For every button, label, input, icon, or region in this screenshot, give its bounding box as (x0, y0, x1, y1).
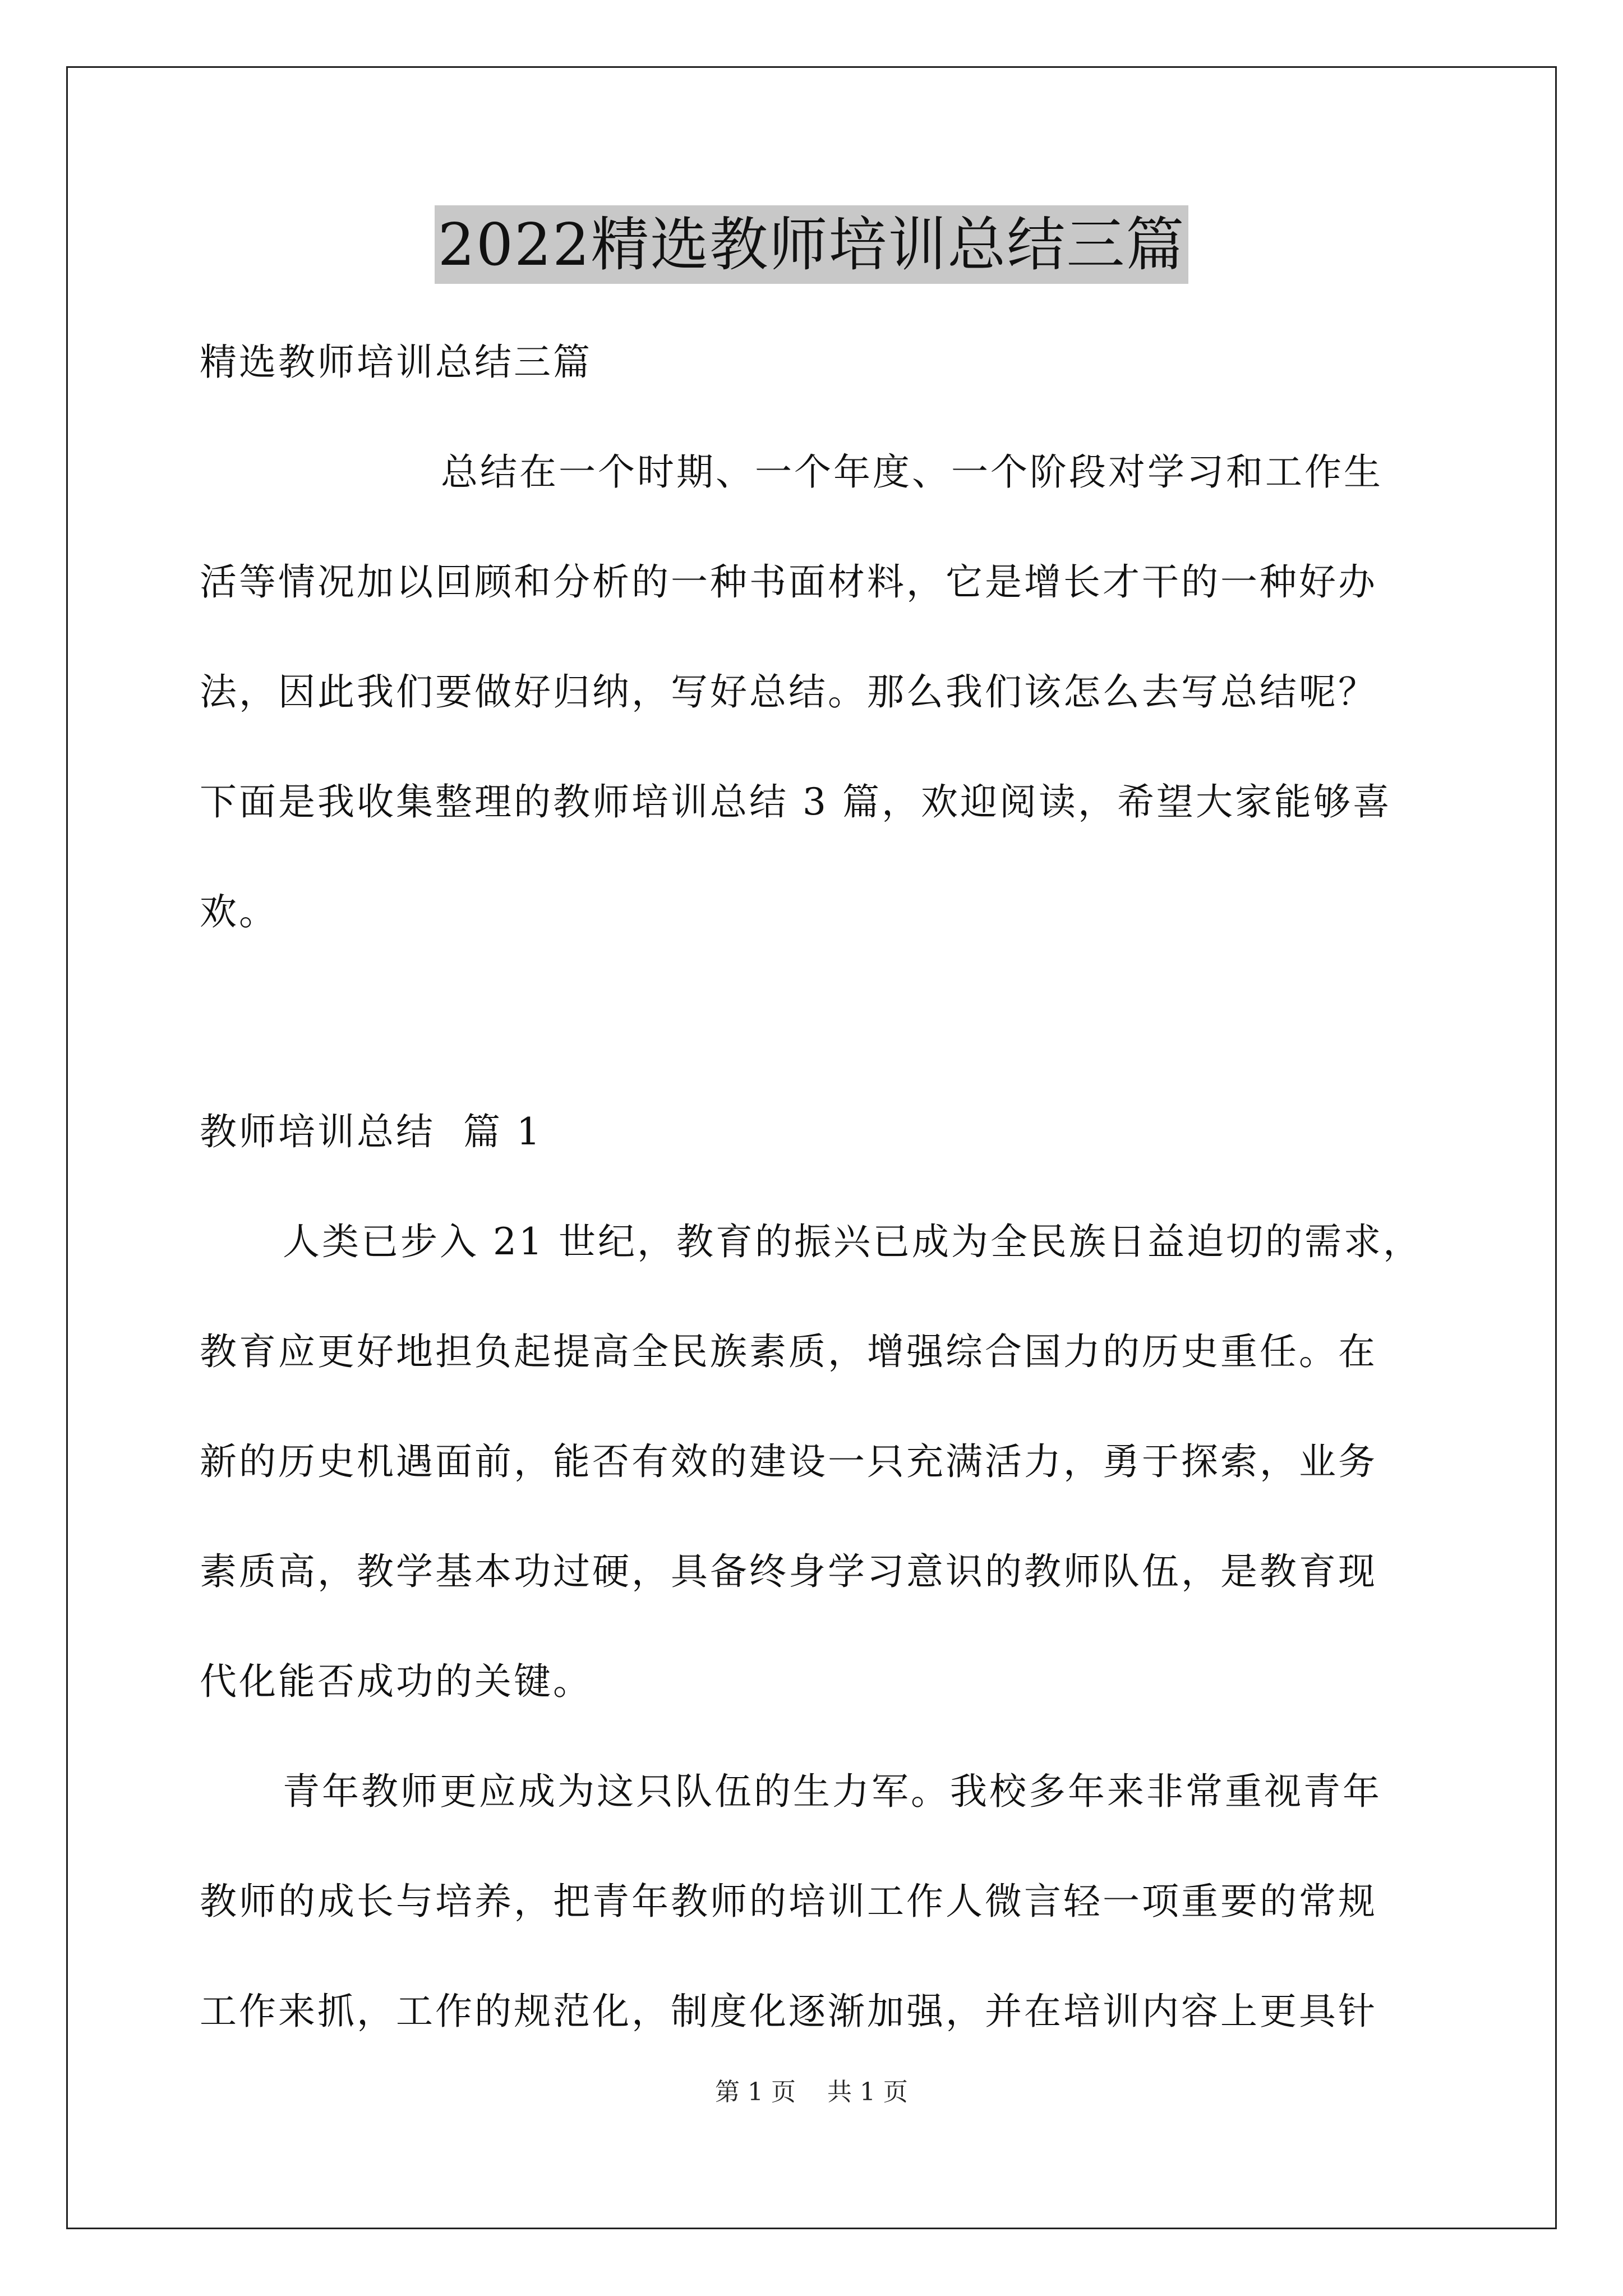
paragraph-line: 教育应更好地担负起提高全民族素质，增强综合国力的历史重任。在 (200, 1330, 1377, 1373)
paragraph-line: 青年教师更应成为这只队伍的生力军。我校多年来非常重视青年 (283, 1770, 1382, 1813)
intro-line: 下面是我收集整理的教师培训总结 3 篇，欢迎阅读，希望大家能够喜 (200, 780, 1392, 823)
paragraph-line: 代化能否成功的关键。 (200, 1660, 592, 1703)
page-footer: 第 1 页 共 1 页 (715, 2078, 908, 2106)
intro-line: 法，因此我们要做好归纳，写好总结。那么我们该怎么去写总结呢？ (200, 670, 1377, 714)
paragraph-line: 素质高，教学基本功过硬，具备终身学习意识的教师队伍，是教育现 (200, 1550, 1377, 1593)
intro-line: 活等情况加以回顾和分析的一种书面材料，它是增长才干的一种好办 (200, 560, 1377, 604)
spacer (200, 967, 1450, 1077)
document-subtitle: 精选教师培训总结三篇 (200, 341, 592, 384)
document-body (200, 307, 1450, 2067)
section-heading: 教师培训总结 篇 1 (200, 1110, 542, 1153)
paragraph-line: 工作来抓，工作的规范化，制度化逐渐加强，并在培训内容上更具针 (200, 1990, 1377, 2033)
intro-line: 欢。 (200, 890, 278, 933)
intro-line: 总结在一个时期、一个年度、一个阶段对学习和工作生 (441, 450, 1383, 494)
paragraph-line: 教师的成长与培养，把青年教师的培训工作人微言轻一项重要的常规 (200, 1880, 1377, 1923)
document-title: 2022精选教师培训总结三篇 (435, 205, 1189, 284)
paragraph-line: 新的历史机遇面前，能否有效的建设一只充满活力，勇于探索，业务 (200, 1440, 1377, 1483)
title-wrap (0, 205, 1623, 284)
paragraph-line: 人类已步入 21 世纪，教育的振兴已成为全民族日益迫切的需求， (283, 1220, 1422, 1263)
